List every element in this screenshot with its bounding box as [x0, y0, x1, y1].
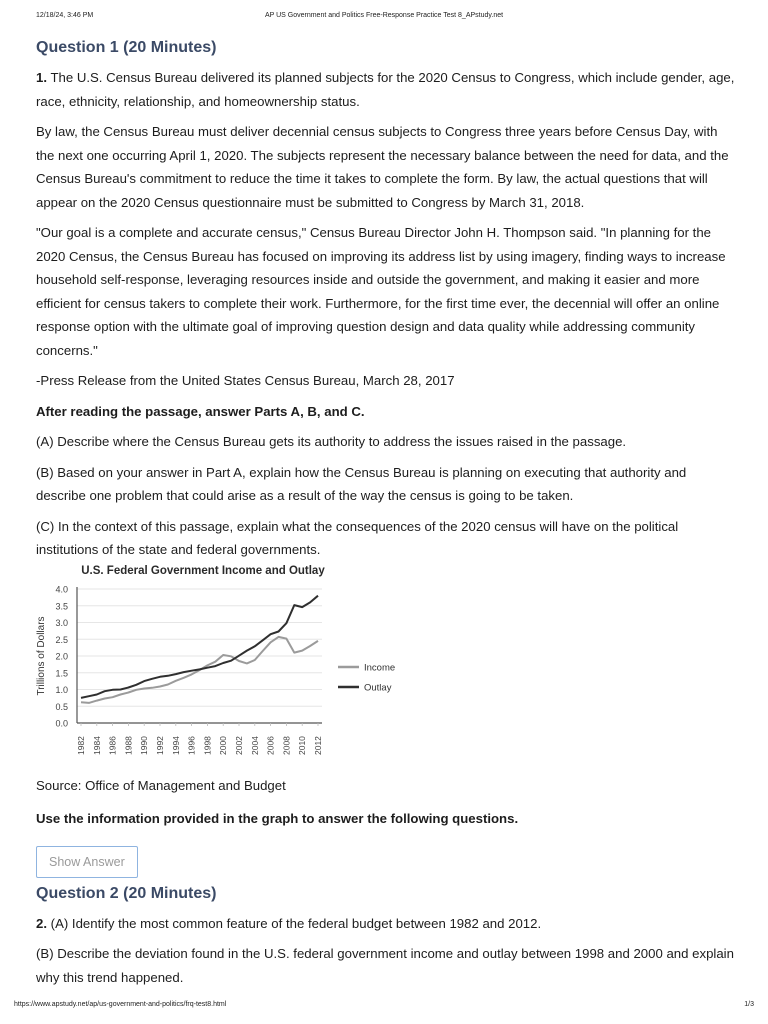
question-1-number: 1. [36, 70, 47, 85]
line-chart [0, 562, 420, 772]
y-tick-label: 1.0 [55, 684, 68, 695]
print-url: https://www.apstudy.net/ap/us-government-and-politics/frq-test8.html [14, 1001, 227, 1008]
main-content [36, 36, 736, 996]
x-tick-label: 2012 [313, 735, 323, 755]
x-tick-label: 2000 [218, 735, 229, 755]
x-tick-label: 1982 [76, 735, 86, 755]
x-tick-label: 2004 [249, 735, 260, 755]
x-tick-label: 1992 [155, 735, 165, 755]
question-2-title: Question 2 (20 Minutes) [36, 884, 217, 902]
question-2-part-a-text: (A) Identify the most common feature of the federal budget between 1982 and 2012. [50, 915, 542, 931]
chart-source: Source: Office of Management and Budget [36, 777, 286, 793]
x-tick-label: 2010 [297, 735, 308, 755]
passage-paragraph-3: "Our goal is a complete and accurate census," Census Bureau Director John H. Thompson said. "In planning for the 2020 Census, the Census Bureau has focused on improving its address list by using imagery, finding ways to increase household self-response, leveraging resources inside and outside the government, and making it easier and more efficient for census takers to complete their work. Furthermore, for the first time ever, the decennial will offer an online response option with the ultimate goal of improving question design and data quality while addressing community concerns." [36, 225, 726, 358]
chart-title: U.S. Federal Government Income and Outlay [81, 564, 325, 577]
print-page-title: AP US Government and Politics Free-Response Practice Test 8_APstudy.net [264, 12, 504, 19]
question-1-instruction: After reading the passage, answer Parts A, B, and C. [36, 403, 365, 419]
y-tick-label: 0.0 [55, 718, 68, 728]
passage-citation: -Press Release from the United States Census Bureau, March 28, 2017 [36, 373, 455, 388]
question-2-part-a [36, 912, 736, 936]
y-axis-label: Trillions of Dollars [36, 615, 47, 696]
x-tick-label: 2006 [265, 735, 276, 755]
print-page-number: 1/3 [744, 1001, 754, 1008]
y-tick-label: 3.0 [55, 617, 68, 628]
x-tick-label: 1996 [186, 735, 197, 755]
y-tick-label: 2.5 [55, 634, 68, 645]
question-2-number: 2. [36, 915, 47, 931]
y-tick-label: 0.5 [55, 701, 68, 712]
series-line-outlay [81, 595, 318, 697]
x-tick-label: 1984 [91, 735, 102, 755]
question-1-intro-text: The U.S. Census Bureau delivered its planned subjects for the 2020 Census to Congress, which include gender, age, race, ethnicity, relationship, and homeownership status. [36, 70, 735, 109]
passage-paragraph-2: By law, the Census Bureau must deliver decennial census subjects to Congress three years before Census Day, with the next one occurring April 1, 2020. The subjects represent the necessary balance between the need for data, and the Census Bureau's commitment to reduce the time it takes to complete the form. By law, the actual questions that will appear on the 2020 Census questionnaire must be submitted to Congress by March 31, 2018. [36, 124, 729, 210]
graph-instruction: Use the information provided in the graph to answer the following questions. [36, 811, 519, 826]
x-tick-label: 1986 [107, 735, 118, 755]
x-tick-label: 2008 [281, 735, 292, 755]
x-tick-label: 1998 [202, 735, 213, 755]
question-2-part-b: (B) Describe the deviation found in the U.S. federal government income and outlay between 1998 and 2000 and explain why this trend happened. [36, 946, 734, 985]
y-tick-label: 2.0 [55, 651, 68, 661]
y-tick-label: 3.5 [55, 600, 68, 611]
print-datetime: 12/18/24, 3:46 PM [36, 12, 94, 19]
x-tick-label: 2002 [234, 735, 244, 755]
y-tick-label: 1.5 [55, 667, 68, 678]
question-1-part-a: (A) Describe where the Census Bureau gets its authority to address the issues raised in the passage. [36, 434, 627, 449]
y-tick-label: 4.0 [55, 584, 68, 594]
question-1-part-b: (B) Based on your answer in Part A, explain how the Census Bureau is planning on executing that authority and describe one problem that could arise as a result of the way the census is going to be taken. [36, 464, 687, 503]
legend-label-outlay: Outlay [364, 682, 392, 693]
show-answer-button[interactable]: Show Answer [36, 846, 138, 878]
question-1-title: Question 1 (20 Minutes) [36, 39, 217, 56]
x-tick-label: 1994 [170, 735, 181, 755]
legend-label-income: Income [364, 662, 396, 673]
x-tick-label: 1988 [123, 735, 134, 755]
x-tick-label: 1990 [139, 735, 150, 755]
income-outlay-chart [36, 562, 436, 772]
question-1-intro [36, 66, 736, 113]
question-1-part-c: (C) In the context of this passage, explain what the consequences of the 2020 census will have on the political institutions of the state and federal governments. [36, 518, 679, 557]
